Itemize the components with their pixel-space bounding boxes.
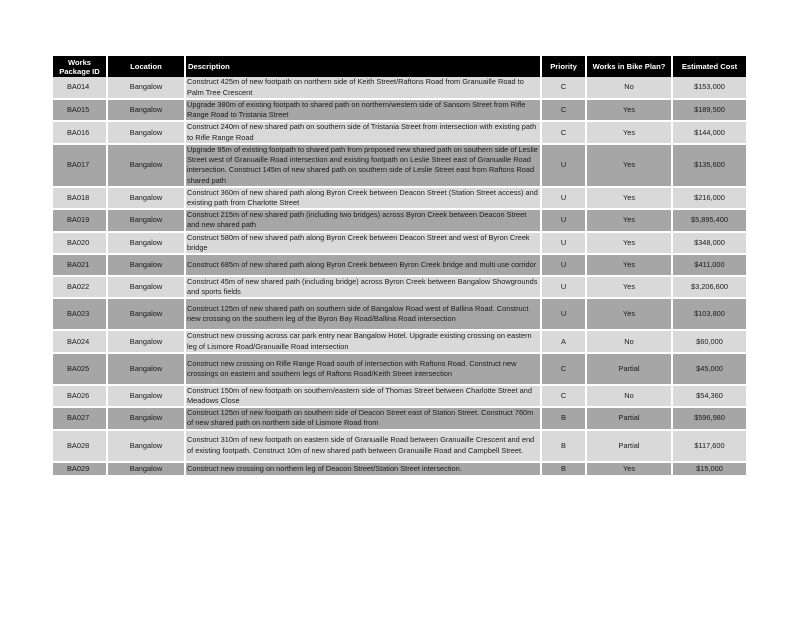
cell-id: BA017 [53,144,107,187]
cell-priority: A [541,330,586,352]
table-row [53,187,746,209]
cell-priority: C [541,121,586,143]
cell-description: Construct 240m of new shared path on southern side of Tristania Street from intersection with existing path to Rifle Range Road [185,121,541,143]
cell-bike-plan: Yes [586,209,672,231]
table-header-row [53,56,746,77]
cell-bike-plan: No [586,385,672,407]
cell-id: BA021 [53,254,107,276]
cell-location: Bangalow [107,430,185,462]
cell-bike-plan: Yes [586,462,672,476]
cell-id: BA025 [53,353,107,385]
cell-cost: $117,600 [672,430,746,462]
cell-cost: $153,000 [672,77,746,99]
cell-cost: $189,500 [672,99,746,121]
cell-priority: U [541,232,586,254]
cell-id: BA027 [53,407,107,429]
cell-id: BA019 [53,209,107,231]
cell-priority: B [541,430,586,462]
table-row [53,298,746,330]
cell-priority: U [541,187,586,209]
cell-cost: $15,000 [672,462,746,476]
header-location: Location [107,56,185,77]
cell-description: Construct new crossing across car park entry near Bangalow Hotel. Upgrade existing crossing on eastern leg of Lismore Road/Granuaille Road intersection [185,330,541,352]
cell-bike-plan: Yes [586,254,672,276]
header-bike-plan: Works in Bike Plan? [586,56,672,77]
cell-id: BA020 [53,232,107,254]
table-row [53,121,746,143]
cell-description: Construct 150m of new footpath on southern/eastern side of Thomas Street between Charlotte Street and Meadows Close [185,385,541,407]
cell-location: Bangalow [107,209,185,231]
cell-cost: $135,600 [672,144,746,187]
cell-location: Bangalow [107,276,185,298]
cell-location: Bangalow [107,121,185,143]
cell-location: Bangalow [107,254,185,276]
cell-id: BA016 [53,121,107,143]
cell-priority: C [541,77,586,99]
cell-bike-plan: Partial [586,353,672,385]
table-row [53,144,746,187]
cell-cost: $216,000 [672,187,746,209]
cell-location: Bangalow [107,462,185,476]
cell-priority: U [541,144,586,187]
cell-description: Construct new crossing on Rifle Range Road south of intersection with Raftons Road. Construct new crossings on eastern and southern legs of Raftons Road/Keith Street intersection [185,353,541,385]
header-estimated-cost: Estimated Cost [672,56,746,77]
cell-priority: C [541,99,586,121]
cell-description: Construct 125m of new footpath on southern side of Deacon Street east of Station Street. Construct 760m of new shared path on northern side of Lismore Road from [185,407,541,429]
table-row [53,330,746,352]
cell-description: Construct 425m of new footpath on northern side of Keith Street/Raftons Road from Granuaille Road to Palm Tree Crescent [185,77,541,99]
cell-cost: $54,360 [672,385,746,407]
cell-location: Bangalow [107,407,185,429]
cell-cost: $45,000 [672,353,746,385]
header-priority: Priority [541,56,586,77]
cell-cost: $60,000 [672,330,746,352]
cell-id: BA026 [53,385,107,407]
cell-bike-plan: Yes [586,144,672,187]
cell-cost: $3,206,600 [672,276,746,298]
table-row [53,430,746,462]
header-description: Description [185,56,541,77]
cell-bike-plan: No [586,77,672,99]
cell-priority: B [541,462,586,476]
cell-description: Construct 215m of new shared path (including two bridges) across Byron Creek between Deacon Street and new shared path [185,209,541,231]
table-row [53,353,746,385]
cell-description: Construct new crossing on northern leg of Deacon Street/Station Street intersection. [185,462,541,476]
cell-cost: $144,000 [672,121,746,143]
cell-id: BA024 [53,330,107,352]
table-row [53,462,746,476]
cell-priority: U [541,254,586,276]
table-row [53,99,746,121]
table-row [53,254,746,276]
cell-id: BA023 [53,298,107,330]
cell-location: Bangalow [107,330,185,352]
cell-description: Construct 310m of new footpath on eastern side of Granuaille Road between Granuaille Crescent and end of existing footpath. Construct 10m of new shared path between Granuaille Road and Campbell Street. [185,430,541,462]
cell-description: Construct 360m of new shared path along Byron Creek between Deacon Street (Station Street access) and existing path from Charlotte Street [185,187,541,209]
cell-bike-plan: Yes [586,232,672,254]
cell-bike-plan: Yes [586,99,672,121]
cell-cost: $596,980 [672,407,746,429]
cell-description: Construct 125m of new shared path on southern side of Bangalow Road west of Ballina Road. Construct new crossing on the southern leg of the Byron Bay Road/Ballina Road intersection [185,298,541,330]
cell-bike-plan: Partial [586,430,672,462]
table-row [53,407,746,429]
cell-location: Bangalow [107,144,185,187]
cell-priority: C [541,353,586,385]
table-row [53,77,746,99]
cell-priority: C [541,385,586,407]
cell-location: Bangalow [107,187,185,209]
cell-location: Bangalow [107,385,185,407]
table-row [53,385,746,407]
cell-bike-plan: Yes [586,121,672,143]
works-package-table [53,56,746,477]
cell-location: Bangalow [107,99,185,121]
cell-priority: U [541,276,586,298]
table-row [53,276,746,298]
cell-description: Construct 580m of new shared path along Byron Creek between Deacon Street and west of Byron Creek bridge [185,232,541,254]
cell-priority: B [541,407,586,429]
cell-bike-plan: Yes [586,276,672,298]
cell-bike-plan: No [586,330,672,352]
table-row [53,209,746,231]
cell-id: BA028 [53,430,107,462]
cell-id: BA029 [53,462,107,476]
cell-id: BA022 [53,276,107,298]
cell-bike-plan: Partial [586,407,672,429]
header-works-package-id: Works Package ID [53,56,107,77]
cell-priority: U [541,209,586,231]
cell-cost: $348,000 [672,232,746,254]
table-row [53,232,746,254]
cell-id: BA014 [53,77,107,99]
cell-id: BA018 [53,187,107,209]
cell-description: Upgrade 95m of existing footpath to shared path from proposed new shared path on southern side of Leslie Street west of Granuaille Road intersection and existing footpath on Leslie Street east of Granuaille Road intersection. Construct 145m of new shared path on southern side of Leslie Street east from Raftons Road shared path [185,144,541,187]
cell-bike-plan: Yes [586,298,672,330]
cell-location: Bangalow [107,353,185,385]
cell-id: BA015 [53,99,107,121]
cell-cost: $5,895,400 [672,209,746,231]
cell-description: Construct 45m of new shared path (including bridge) across Byron Creek between Bangalow Showgrounds and sports fields [185,276,541,298]
cell-description: Construct 685m of new shared path along Byron Creek between Byron Creek bridge and multi use corridor [185,254,541,276]
cell-location: Bangalow [107,77,185,99]
cell-description: Upgrade 380m of existing footpath to shared path on northern/western side of Sansom Street from Rifle Range Road to Tristania Street [185,99,541,121]
cell-location: Bangalow [107,298,185,330]
cell-cost: $103,800 [672,298,746,330]
cell-cost: $411,000 [672,254,746,276]
cell-priority: U [541,298,586,330]
cell-location: Bangalow [107,232,185,254]
cell-bike-plan: Yes [586,187,672,209]
